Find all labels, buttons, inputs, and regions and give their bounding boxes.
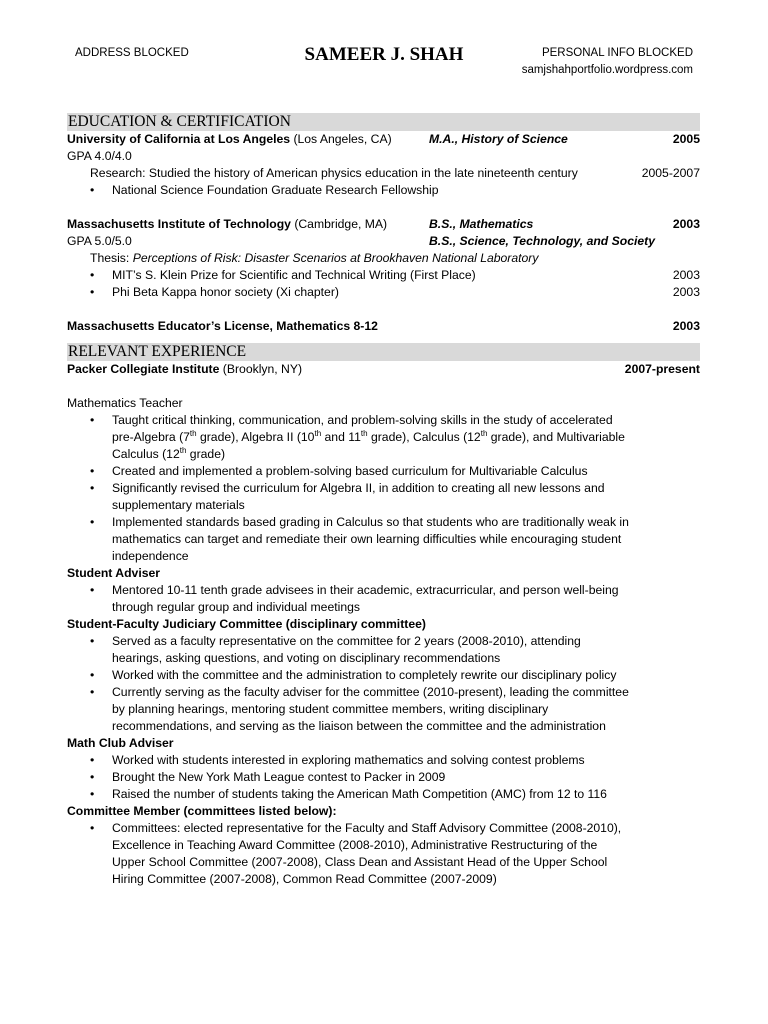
list-item: • Taught critical thinking, communication, and problem-solving skills in the study of accelerated pre-Algebra (7th grade), Algebra II (10th and 11th grade), Calculus (12th grade), and Multivariable Calculus (12th grade) [67, 412, 700, 463]
math-teacher-duties [67, 412, 700, 565]
honor-text: Phi Beta Kappa honor society (Xi chapter) [112, 285, 339, 299]
personal-info-blocked: PERSONAL INFO BLOCKED [541, 47, 693, 59]
ucla-research-text: Research: Studied the history of American physics education in the late nineteenth century [90, 166, 578, 180]
list-item: • National Science Foundation Graduate Research Fellowship [67, 182, 700, 199]
employer-location: (Brooklyn, NY) [222, 362, 303, 376]
role-title: Student Adviser [67, 566, 161, 580]
committee-duties [67, 820, 700, 888]
ucla-school: University of California at Los Angeles [67, 132, 291, 146]
license-text: Massachusetts Educator’s License, Mathematics 8-12 [67, 319, 378, 333]
honor-year: 2003 [672, 285, 700, 299]
mit-entry [67, 216, 700, 233]
role-title: Committee Member (committees listed below): [67, 804, 337, 818]
honor-text: MIT’s S. Klein Prize for Scientific and Technical Writing (First Place) [112, 268, 476, 282]
employer-entry [67, 361, 700, 378]
list-item: • Served as a faculty representative on the committee for 2 years (2008-2010), attending hearings, asking questions, and voting on disciplinary recommendations [67, 633, 700, 667]
ucla-gpa: GPA 4.0/4.0 [67, 149, 132, 163]
list-item: • Brought the New York Math League contest to Packer in 2009 [67, 769, 700, 786]
mit-gpa: GPA 5.0/5.0 [67, 234, 132, 248]
employer-years: 2007-present [624, 362, 700, 376]
contact-block [522, 45, 693, 79]
education-heading: EDUCATION & CERTIFICATION [67, 113, 700, 131]
list-item: • Committees: elected representative for the Faculty and Staff Advisory Committee (2008-2010), Excellence in Teaching Award Committee (2008-2010), Administrative Restructuring of the Upper School Committee (2007-2008), Class Dean and Assistant Head of the Upper School Hiring Committee (2007-2008), Common Read Committee (2007-2009) [67, 820, 700, 888]
ucla-location: (Los Angeles, CA) [293, 132, 392, 146]
list-item: • Worked with students interested in exploring mathematics and solving contest problems [67, 752, 700, 769]
list-item: • Significantly revised the curriculum for Algebra II, in addition to creating all new lessons and supplementary materials [67, 480, 700, 514]
list-item: • Created and implemented a problem-solving based curriculum for Multivariable Calculus [67, 463, 700, 480]
experience-heading: RELEVANT EXPERIENCE [67, 343, 700, 361]
list-item [67, 284, 700, 301]
address-blocked: ADDRESS BLOCKED [75, 47, 189, 59]
ucla-entry [67, 131, 700, 148]
mit-degree-math: B.S., Mathematics [429, 217, 534, 231]
list-item: • Currently serving as the faculty adviser for the committee (2010-present), leading the committee by planning hearings, mentoring student committee members, writing disciplinary recommendations, and serving as the liaison between the committee and the administration [67, 684, 700, 735]
portfolio-website: samjshahportfolio.wordpress.com [521, 64, 693, 76]
role-title: Math Club Adviser [67, 736, 174, 750]
role-title: Mathematics Teacher [67, 396, 183, 410]
list-item: • Raised the number of students taking the American Math Competition (AMC) from 12 to 116 [67, 786, 700, 803]
license-year: 2003 [672, 319, 700, 333]
mit-thesis [67, 250, 700, 267]
mit-school: Massachusetts Institute of Technology [67, 217, 291, 231]
ucla-year: 2005 [672, 132, 700, 146]
mit-gpa-row [67, 233, 700, 250]
adviser-duties [67, 582, 700, 616]
resume-content [67, 113, 700, 888]
mit-degree-sts: B.S., Science, Technology, and Society [429, 234, 655, 248]
ucla-research [67, 165, 700, 182]
role-title: Student-Faculty Judiciary Committee (disciplinary committee) [67, 617, 426, 631]
list-item [67, 267, 700, 284]
list-item: • Implemented standards based grading in Calculus so that students who are traditionally weak in mathematics can target and remediate their own learning difficulties while encouraging student independence [67, 514, 700, 565]
ucla-honors [67, 182, 700, 199]
mit-location: (Cambridge, MA) [294, 217, 388, 231]
ucla-degree: M.A., History of Science [429, 132, 568, 146]
mit-thesis-title: Perceptions of Risk: Disaster Scenarios at Brookhaven National Laboratory [132, 251, 539, 265]
mit-honors [67, 267, 700, 301]
ucla-research-years: 2005-2007 [641, 166, 700, 180]
judiciary-duties [67, 633, 700, 735]
list-item: • Worked with the committee and the administration to completely rewrite our disciplinary policy [67, 667, 700, 684]
list-item: • Mentored 10-11 tenth grade advisees in their academic, extracurricular, and person well-being through regular group and individual meetings [67, 582, 700, 616]
employer-name: Packer Collegiate Institute [67, 362, 220, 376]
honor-year: 2003 [672, 268, 700, 282]
mit-thesis-label: Thesis: [90, 251, 130, 265]
license-entry [67, 318, 700, 335]
math-club-duties [67, 752, 700, 803]
mit-year: 2003 [672, 217, 700, 231]
candidate-name: SAMEER J. SHAH [304, 44, 464, 65]
